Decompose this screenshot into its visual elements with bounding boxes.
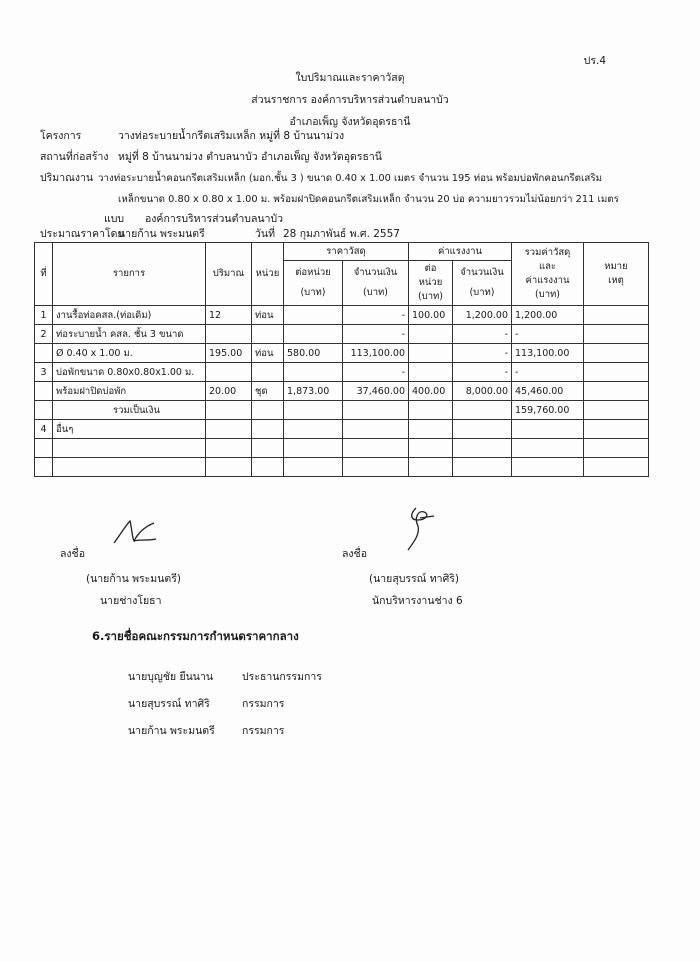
- cell-unit: [252, 325, 284, 344]
- cell-no: [35, 344, 53, 363]
- header-total-line-2: และ: [538, 261, 557, 272]
- header-lab-amount-label: จำนวนเงิน: [460, 267, 504, 278]
- cell-lab-unit: 100.00: [409, 306, 453, 325]
- cell-lab-unit: [409, 401, 453, 420]
- form-value: องค์การบริหารส่วนตำบลนาบัว: [145, 213, 284, 225]
- cell-total: -: [512, 363, 584, 382]
- cell-item: พร้อมฝาปิดบ่อพัก: [53, 382, 206, 401]
- cell-unit: ชุด: [252, 382, 284, 401]
- cell-mat-amount: -: [343, 325, 409, 344]
- header-total-line-3: ค่าแรงงาน: [525, 275, 570, 286]
- header-remark: [584, 243, 649, 306]
- cell-no: 2: [35, 325, 53, 344]
- table-body: [35, 306, 649, 477]
- table-row: [35, 382, 649, 401]
- cell-qty: [206, 363, 252, 382]
- cell-total: 45,460.00: [512, 382, 584, 401]
- cell-no: [35, 458, 53, 477]
- cell-mat-unit: [284, 458, 343, 477]
- cell-total: [512, 458, 584, 477]
- cell-total: [512, 420, 584, 439]
- header-lab-unit-line-1: ต่อ: [424, 263, 437, 274]
- cell-unit: ท่อน: [252, 344, 284, 363]
- cell-mat-unit: 580.00: [284, 344, 343, 363]
- signature-left-position: นายช่างโยธา: [100, 595, 162, 607]
- cell-mat-amount: -: [343, 306, 409, 325]
- location-line: อำเภอเพ็ญ จังหวัดอุดรธานี: [289, 116, 411, 128]
- estimated-by-value: นายก้าน พระมนตรี: [118, 228, 205, 240]
- cell-mat-amount: [343, 439, 409, 458]
- cell-unit: [252, 401, 284, 420]
- table-row: [35, 363, 649, 382]
- committee-member-role: ประธานกรรมการ: [242, 671, 322, 683]
- cell-lab-amount: -: [453, 344, 512, 363]
- cell-mat-unit: 1,873.00: [284, 382, 343, 401]
- signature-left-label: ลงชื่อ: [60, 548, 85, 560]
- cell-lab-amount: 8,000.00: [453, 382, 512, 401]
- cell-mat-unit: [284, 420, 343, 439]
- cell-no: [35, 439, 53, 458]
- cell-item: งานรื้อท่อคสล.(ท่อเดิม): [53, 306, 206, 325]
- header-mat-amount: [343, 261, 409, 306]
- cell-qty: 12: [206, 306, 252, 325]
- header-lab-unit: [409, 261, 453, 306]
- cell-mat-unit: [284, 306, 343, 325]
- cell-item: อื่นๆ: [53, 420, 206, 439]
- committee-member-role: กรรมการ: [242, 725, 285, 737]
- cell-unit: [252, 439, 284, 458]
- header-qty: ปริมาณ: [206, 243, 252, 306]
- table-row: [35, 344, 649, 363]
- cell-unit: [252, 420, 284, 439]
- cell-lab-amount: 1,200.00: [453, 306, 512, 325]
- cell-qty: 195.00: [206, 344, 252, 363]
- cell-qty: [206, 439, 252, 458]
- work-line-2: เหล็กขนาด 0.80 x 0.80 x 1.00 ม. พร้อมฝาปิดคอนกรีตเสริมเหล็ก จำนวน 20 บ่อ ความยาวรวมไม่น้อยกว่า 211 เมตร: [118, 194, 619, 205]
- cell-remark: [584, 439, 649, 458]
- committee-heading: 6.รายชื่อคณะกรรมการกำหนดราคากลาง: [92, 629, 299, 643]
- header-lab-unit-baht: (บาท): [417, 291, 444, 302]
- cell-remark: [584, 382, 649, 401]
- form-label: แบบ: [104, 213, 125, 225]
- cell-qty: [206, 325, 252, 344]
- form-code: ปร.4: [583, 55, 606, 67]
- header-total: [512, 243, 584, 306]
- signature-right-mark: [400, 504, 440, 554]
- cell-lab-amount: [453, 439, 512, 458]
- table-row: [35, 439, 649, 458]
- cell-lab-unit: [409, 363, 453, 382]
- cell-lab-unit: 400.00: [409, 382, 453, 401]
- estimate-table: [34, 242, 649, 477]
- committee-member-name: นายก้าน พระมนตรี: [128, 725, 215, 737]
- header-no: ที่: [35, 243, 53, 306]
- cell-lab-unit: [409, 420, 453, 439]
- header-item: รายการ: [53, 243, 206, 306]
- cell-item: บ่อพักขนาด 0.80x0.80x1.00 ม.: [53, 363, 206, 382]
- signature-left-name: (นายก้าน พระมนตรี): [86, 573, 181, 585]
- committee-member-name: นายสุบรรณ์ ทาศิริ: [128, 698, 210, 710]
- cell-no: 3: [35, 363, 53, 382]
- table-row: [35, 420, 649, 439]
- cell-lab-unit: [409, 344, 453, 363]
- site-value: หมู่ที่ 8 บ้านนาม่วง ตำบลนาบัว อำเภอเพ็ญ จังหวัดอุดรธานี: [118, 151, 382, 163]
- header-material: ราคาวัสดุ: [284, 243, 409, 261]
- header-total-line-1: รวมค่าวัสดุ: [524, 247, 571, 258]
- cell-unit: [252, 363, 284, 382]
- cell-lab-amount: [453, 458, 512, 477]
- cell-remark: [584, 458, 649, 477]
- cell-item: [53, 439, 206, 458]
- project-label: โครงการ: [40, 130, 82, 142]
- work-line-1: วางท่อระบายน้ำคอนกรีตเสริมเหล็ก (มอก.ชั้น 3 ) ขนาด 0.40 x 1.00 เมตร จำนวน 195 ท่อน พร้อมบ่อพักคอนกรีตเสริม: [98, 173, 603, 184]
- cell-mat-unit: [284, 439, 343, 458]
- site-label: สถานที่ก่อสร้าง: [40, 151, 109, 163]
- table-row: [35, 306, 649, 325]
- cell-lab-amount: -: [453, 363, 512, 382]
- cell-total: -: [512, 325, 584, 344]
- header-unit: หน่วย: [252, 243, 284, 306]
- cell-remark: [584, 325, 649, 344]
- cell-item: ท่อระบายน้ำ คสล. ชั้น 3 ขนาด: [53, 325, 206, 344]
- signature-left-mark: [110, 517, 158, 549]
- cell-item: [53, 458, 206, 477]
- header-mat-unit-label: ต่อหน่วย: [295, 267, 331, 278]
- table-row: [35, 458, 649, 477]
- cell-lab-amount: [453, 420, 512, 439]
- cell-no: [35, 382, 53, 401]
- agency-line: ส่วนราชการ องค์การบริหารส่วนตำบลนาบัว: [251, 94, 449, 106]
- header-mat-amount-baht: (บาท): [362, 287, 389, 298]
- cell-no: 4: [35, 420, 53, 439]
- cell-qty: [206, 458, 252, 477]
- cell-mat-unit: [284, 401, 343, 420]
- header-lab-unit-line-2: หน่วย: [418, 277, 443, 288]
- cell-lab-unit: [409, 458, 453, 477]
- cell-no: [35, 401, 53, 420]
- header-total-baht: (บาท): [534, 289, 561, 300]
- cell-mat-amount: 37,460.00: [343, 382, 409, 401]
- cell-item: รวมเป็นเงิน: [53, 401, 206, 420]
- cell-remark: [584, 420, 649, 439]
- cell-qty: 20.00: [206, 382, 252, 401]
- estimated-by-label: ประมาณราคาโดย: [40, 228, 124, 240]
- table-row: [35, 325, 649, 344]
- date-value: 28 กุมภาพันธ์ พ.ศ. 2557: [283, 228, 400, 240]
- project-value: วางท่อระบายน้ำกรีตเสริมเหล็ก หมู่ที่ 8 บ้านนาม่วง: [118, 130, 345, 142]
- work-label: ปริมาณงาน: [40, 172, 94, 184]
- header-labor: ค่าแรงงาน: [409, 243, 512, 261]
- cell-total: 159,760.00: [512, 401, 584, 420]
- header-mat-amount-label: จำนวนเงิน: [353, 267, 398, 278]
- signature-right-name: (นายสุบรรณ์ ทาศิริ): [369, 573, 459, 585]
- cell-lab-unit: [409, 325, 453, 344]
- header-mat-unit-baht: (บาท): [300, 287, 326, 298]
- committee-member-name: นายบุญชัย ยืนนาน: [128, 671, 214, 683]
- cell-mat-amount: [343, 458, 409, 477]
- document-title: ใบปริมาณและราคาวัสดุ: [295, 72, 405, 84]
- cell-mat-unit: [284, 325, 343, 344]
- cell-unit: ท่อน: [252, 306, 284, 325]
- committee-member-role: กรรมการ: [242, 698, 285, 710]
- cell-mat-amount: [343, 420, 409, 439]
- table-row: [35, 401, 649, 420]
- cell-total: [512, 439, 584, 458]
- cell-remark: [584, 306, 649, 325]
- cell-lab-unit: [409, 439, 453, 458]
- cell-remark: [584, 401, 649, 420]
- header-remark-line-1: หมาย: [604, 261, 628, 272]
- date-label: วันที่: [255, 228, 275, 240]
- cell-item: Ø 0.40 x 1.00 ม.: [53, 344, 206, 363]
- cell-remark: [584, 363, 649, 382]
- cell-unit: [252, 458, 284, 477]
- signature-right-label: ลงชื่อ: [342, 548, 367, 560]
- cell-lab-amount: [453, 401, 512, 420]
- header-remark-line-2: เหตุ: [608, 275, 624, 286]
- signature-right-position: นักบริหารงานช่าง 6: [372, 595, 463, 607]
- cell-mat-amount: -: [343, 363, 409, 382]
- cell-qty: [206, 401, 252, 420]
- cell-mat-amount: 113,100.00: [343, 344, 409, 363]
- cell-remark: [584, 344, 649, 363]
- cell-lab-amount: -: [453, 325, 512, 344]
- header-mat-unit: [284, 261, 343, 306]
- cell-no: 1: [35, 306, 53, 325]
- header-lab-amount-baht: (บาท): [469, 287, 495, 298]
- cell-mat-unit: [284, 363, 343, 382]
- header-lab-amount: [453, 261, 512, 306]
- cell-mat-amount: [343, 401, 409, 420]
- cell-total: 113,100.00: [512, 344, 584, 363]
- header-row-1: [35, 243, 649, 261]
- cell-qty: [206, 420, 252, 439]
- cell-total: 1,200.00: [512, 306, 584, 325]
